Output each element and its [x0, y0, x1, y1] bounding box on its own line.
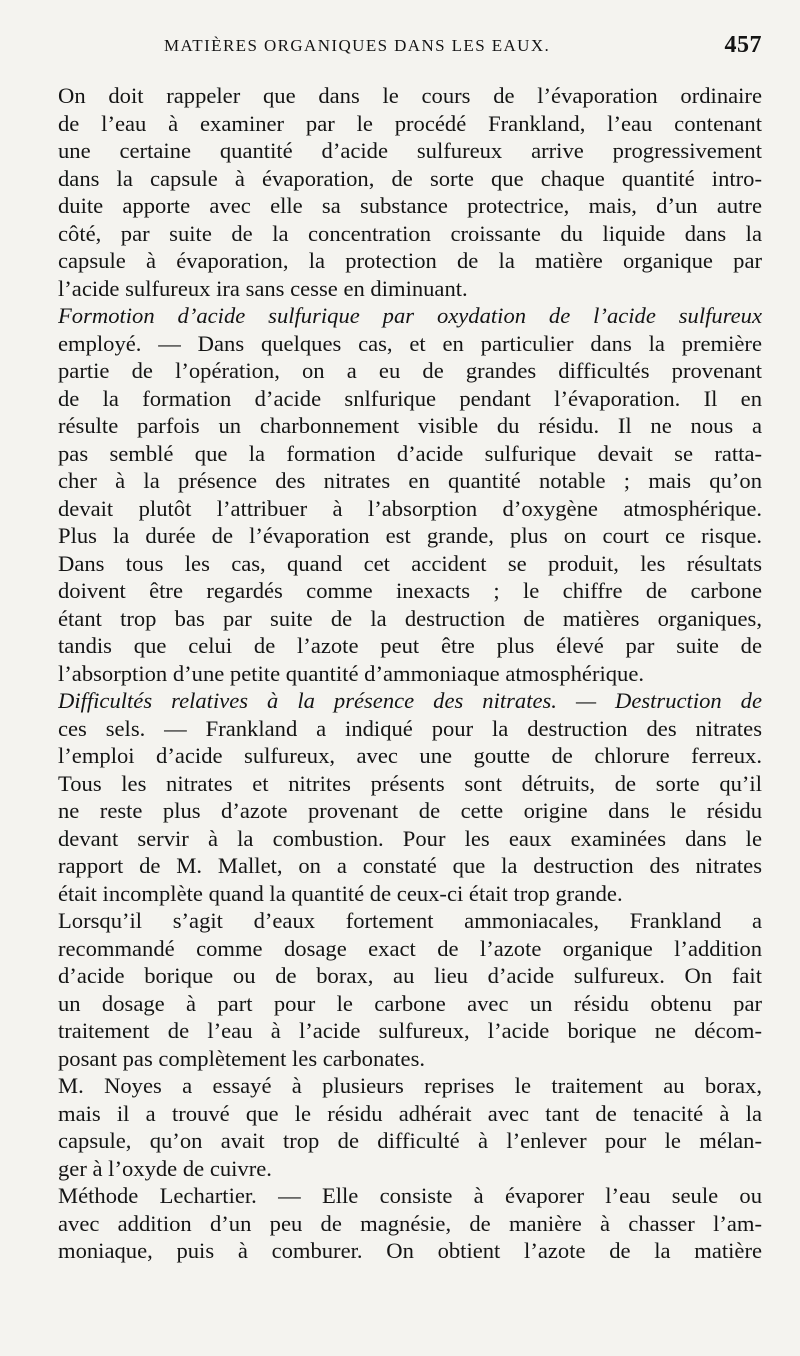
text-line: capsule à évaporation, la protection de la matière organique par [58, 248, 762, 273]
text-line: d’acide borique ou de borax, au lieu d’acide sulfureux. On fait [58, 963, 762, 988]
text-line: Plus la durée de l’évaporation est grande, plus on court ce risque. [58, 523, 762, 548]
text-line: Difficultés relatives à la présence des nitrates. — Destruction de [58, 688, 762, 713]
text-line: mais il a trouvé que le résidu adhérait avec tant de tenacité à la [58, 1100, 762, 1126]
text-line: dans la capsule à évaporation, de sorte que chaque quantité intro- [58, 165, 762, 191]
text-line: pas semblé que la formation d’acide sulfurique devait se ratta- [58, 440, 762, 466]
paragraph-lechartier [58, 1182, 762, 1265]
running-title: MATIÈRES ORGANIQUES DANS LES EAUX. [164, 36, 551, 55]
paragraph-noyes [58, 1072, 762, 1182]
text-line: était incomplète quand la quantité de ceux-ci était trop grande. [58, 880, 623, 906]
text-line: devait plutôt l’attribuer à l’absorption d’oxygène atmosphérique. [58, 495, 762, 521]
text-line: duite apporte avec elle sa substance protectrice, mais, d’un autre [58, 193, 762, 218]
text-line: avec addition d’un peu de magnésie, de manière à chasser l’am- [58, 1210, 762, 1236]
text-line: doivent être regardés comme inexacts ; le chiffre de carbone [58, 578, 762, 603]
text-line: employé. — Dans quelques cas, et en particulier dans la première [58, 330, 762, 356]
text-line: de l’eau à examiner par le procédé Frankland, l’eau contenant [58, 110, 762, 136]
text-line: étant trop bas par suite de la destruction de matières organiques, [58, 605, 762, 631]
text-line: cher à la présence des nitrates en quantité notable ; mais qu’on [58, 468, 762, 493]
text-line: partie de l’opération, on a eu de grandes difficultés provenant [58, 358, 762, 383]
text-line: l’absorption d’une petite quantité d’ammoniaque atmosphérique. [58, 660, 645, 686]
text-line: capsule, qu’on avait trop de difficulté à l’enlever pour le mélan- [58, 1128, 762, 1153]
paragraph-ammoniacal-waters [58, 907, 762, 1072]
text-line: ne reste plus d’azote provenant de cette origine dans le résidu [58, 798, 762, 823]
text-line: posant pas complètement les carbonates. [58, 1045, 426, 1071]
paragraph-evaporation [58, 82, 762, 302]
text-line: l’emploi d’acide sulfureux, avec une goutte de chlorure ferreux. [58, 743, 762, 768]
running-header [58, 32, 762, 82]
text-line: rapport de M. Mallet, on a constaté que la destruction des nitrates [58, 853, 762, 878]
text-line: Dans tous les cas, quand cet accident se produit, les résultats [58, 550, 762, 576]
text-line: ces sels. — Frankland a indiqué pour la destruction des nitrates [58, 715, 762, 741]
text-line: Tous les nitrates et nitrites présents sont détruits, de sorte qu’il [58, 770, 762, 796]
body-text [58, 82, 762, 1265]
text-line: moniaque, puis à comburer. On obtient l’azote de la matière [58, 1238, 762, 1263]
text-line: côté, par suite de la concentration croissante du liquide dans la [58, 220, 762, 246]
text-line: M. Noyes a essayé à plusieurs reprises le traitement au borax, [58, 1073, 762, 1098]
paragraph-nitrates [58, 687, 762, 907]
text-line: ger à l’oxyde de cuivre. [58, 1155, 272, 1181]
text-line: recommandé comme dosage exact de l’azote organique l’addition [58, 935, 762, 961]
text-line: Lorsqu’il s’agit d’eaux fortement ammoniacales, Frankland a [58, 908, 762, 933]
text-line: tandis que celui de l’azote peut être plus élevé par suite de [58, 633, 762, 658]
text-line: une certaine quantité d’acide sulfureux arrive progressivement [58, 138, 762, 163]
text-line: devant servir à la combustion. Pour les eaux examinées dans le [58, 825, 762, 851]
text-line: de la formation d’acide snlfurique pendant l’évaporation. Il en [58, 385, 762, 411]
page-number: 457 [724, 32, 762, 58]
paragraph-sulfuric-acid [58, 302, 762, 687]
text-line: On doit rappeler que dans le cours de l’évaporation ordinaire [58, 83, 762, 108]
text-line: Formotion d’acide sulfurique par oxydation de l’acide sulfureux [58, 303, 762, 328]
text-line: un dosage à part pour le carbone avec un résidu obtenu par [58, 990, 762, 1016]
text-line: Méthode Lechartier. — Elle consiste à évaporer l’eau seule ou [58, 1183, 762, 1208]
text-line: traitement de l’eau à l’acide sulfureux, l’acide borique ne décom- [58, 1018, 762, 1043]
text-line: l’acide sulfureux ira sans cesse en diminuant. [58, 275, 468, 301]
text-line: résulte parfois un charbonnement visible du résidu. Il ne nous a [58, 413, 762, 438]
